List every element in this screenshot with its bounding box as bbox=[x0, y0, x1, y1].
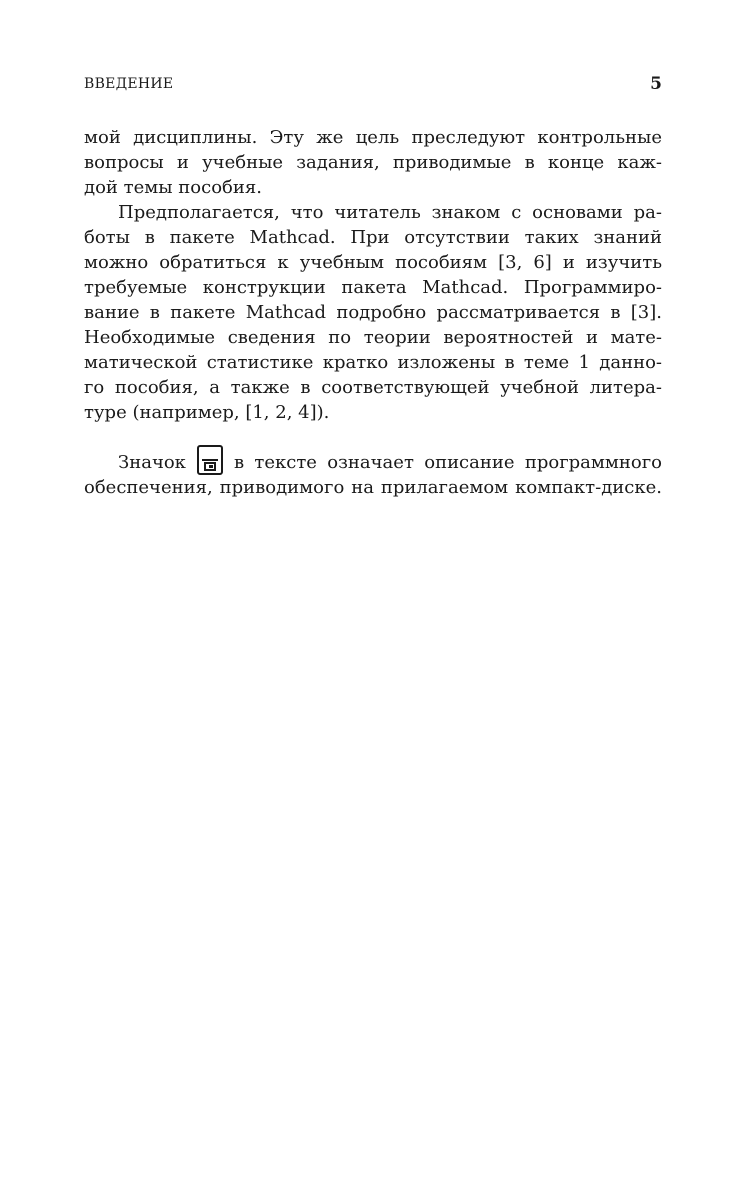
text-line: обеспечения, приводимого на прилагаемом компакт-диске. bbox=[84, 477, 662, 498]
text-line: можно обратиться к учебным пособиям [3, 6] и изучить bbox=[84, 252, 662, 273]
icon-intro-text: Значок bbox=[118, 452, 186, 473]
text-line: го пособия, а также в соответствующей учебной литера- bbox=[84, 377, 662, 398]
text-line: дой темы пособия. bbox=[84, 177, 262, 198]
text-line: Необходимые сведения по теории вероятностей и мате- bbox=[84, 327, 662, 348]
page-number: 5 bbox=[650, 74, 662, 94]
icon-text-line bbox=[84, 451, 662, 475]
floppy-disk-icon bbox=[197, 445, 223, 475]
text-line: мой дисциплины. Эту же цель преследуют контрольные bbox=[84, 127, 662, 148]
text-line: вопросы и учебные задания, приводимые в конце каж- bbox=[84, 152, 662, 173]
icon-description-text: в тексте означает описание программного bbox=[233, 452, 662, 473]
text-line: требуемые конструкции пакета Mathcad. Программиро- bbox=[84, 277, 662, 298]
text-line: Предполагается, что читатель знаком с основами ра- bbox=[118, 202, 662, 223]
text-line: боты в пакете Mathcad. При отсутствии таких знаний bbox=[84, 227, 662, 248]
running-header bbox=[84, 74, 662, 96]
text-line: туре (например, [1, 2, 4]). bbox=[84, 402, 330, 423]
text-line: вание в пакете Mathcad подробно рассматривается в [3]. bbox=[84, 302, 662, 323]
section-title: ВВЕДЕНИЕ bbox=[84, 76, 174, 92]
text-line: матической статистике кратко изложены в теме 1 данно- bbox=[84, 352, 662, 373]
